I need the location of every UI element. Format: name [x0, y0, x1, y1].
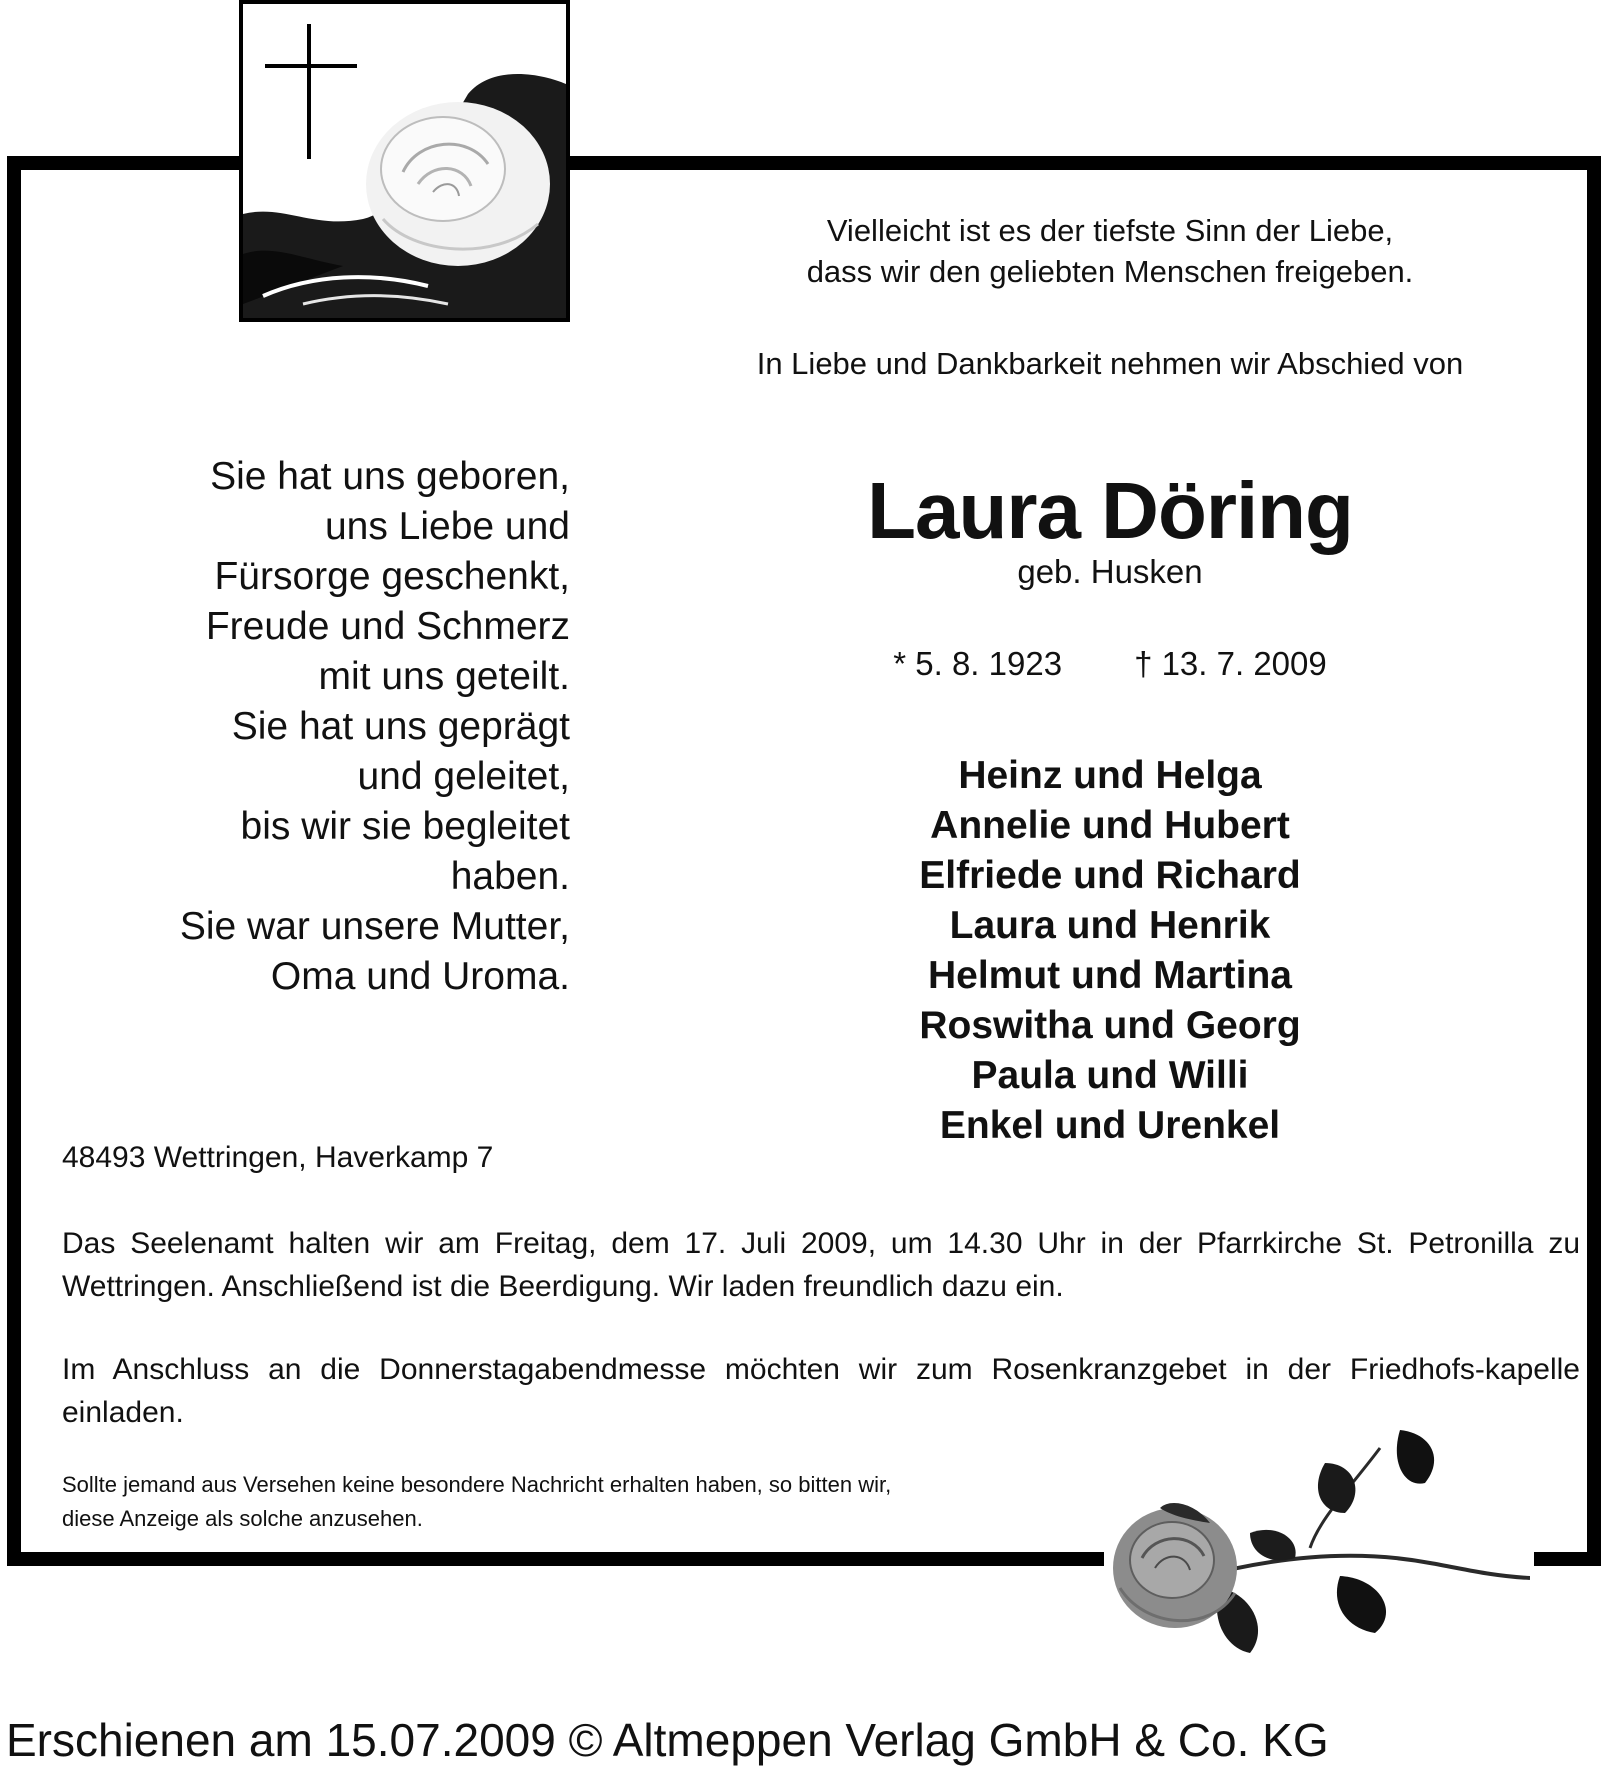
- quote-line-2: dass wir den geliebten Menschen freigeben.: [806, 254, 1414, 289]
- poem: [60, 452, 570, 1002]
- address: 48493 Wettringen, Haverkamp 7: [62, 1141, 494, 1174]
- cross-rose-photo: [239, 0, 570, 322]
- poem-line: haben.: [450, 855, 570, 898]
- family-member: Elfriede und Richard: [919, 854, 1301, 897]
- poem-line: Freude und Schmerz: [205, 605, 570, 648]
- note-line-2: diese Anzeige als solche anzusehen.: [62, 1506, 423, 1531]
- intro-text: In Liebe und Dankbarkeit nehmen wir Abschied von: [756, 346, 1464, 381]
- rosary-paragraph: Im Anschluss an die Donnerstagabendmesse möchten wir zum Rosenkranzgebet in der Friedhofs-kapelle einladen.: [62, 1353, 1580, 1429]
- poem-line: Sie hat uns geboren,: [210, 455, 570, 498]
- publication-footer: Erschienen am 15.07.2009 © Altmeppen Verlag GmbH & Co. KG: [6, 1714, 1329, 1766]
- rose-icon: [1100, 1428, 1530, 1668]
- poem-line: uns Liebe und: [324, 505, 570, 548]
- poem-line: und geleitet,: [357, 755, 570, 798]
- rose-illustration: [1100, 1428, 1530, 1668]
- family-list: [760, 751, 1460, 1151]
- poem-line: mit uns geteilt.: [318, 655, 570, 698]
- poem-line: Sie hat uns geprägt: [231, 705, 570, 748]
- family-member: Enkel und Urenkel: [939, 1104, 1281, 1147]
- family-member: Heinz und Helga: [958, 754, 1262, 797]
- poem-line: bis wir sie begleitet: [240, 805, 570, 848]
- family-member: Annelie und Hubert: [930, 804, 1290, 847]
- notice-note: [62, 1468, 1112, 1536]
- quote: [730, 210, 1490, 292]
- poem-line: Oma und Uroma.: [270, 955, 570, 998]
- deceased-name: Laura Döring: [867, 466, 1353, 555]
- service-paragraph: Das Seelenamt halten wir am Freitag, dem 17. Juli 2009, um 14.30 Uhr in der Pfarrkirche St. Petronilla zu Wettringen. Anschließend ist die Beerdigung. Wir laden freundlich dazu ein.: [62, 1227, 1580, 1303]
- birth-date: * 5. 8. 1923: [893, 645, 1063, 682]
- family-member: Laura und Henrik: [949, 904, 1271, 947]
- poem-line: Sie war unsere Mutter,: [179, 905, 570, 948]
- note-line-1: Sollte jemand aus Versehen keine besondere Nachricht erhalten haben, so bitten wir,: [62, 1472, 892, 1497]
- maiden-name: geb. Husken: [1017, 553, 1203, 590]
- family-member: Paula und Willi: [971, 1054, 1249, 1097]
- death-date: † 13. 7. 2009: [1134, 645, 1327, 682]
- poem-line: Fürsorge geschenkt,: [214, 555, 570, 598]
- life-dates: [760, 643, 1460, 685]
- family-member: Roswitha und Georg: [919, 1004, 1301, 1047]
- cross-rose-photo-icon: [243, 4, 566, 318]
- quote-line-1: Vielleicht ist es der tiefste Sinn der Liebe,: [826, 213, 1394, 248]
- family-member: Helmut und Martina: [927, 954, 1292, 997]
